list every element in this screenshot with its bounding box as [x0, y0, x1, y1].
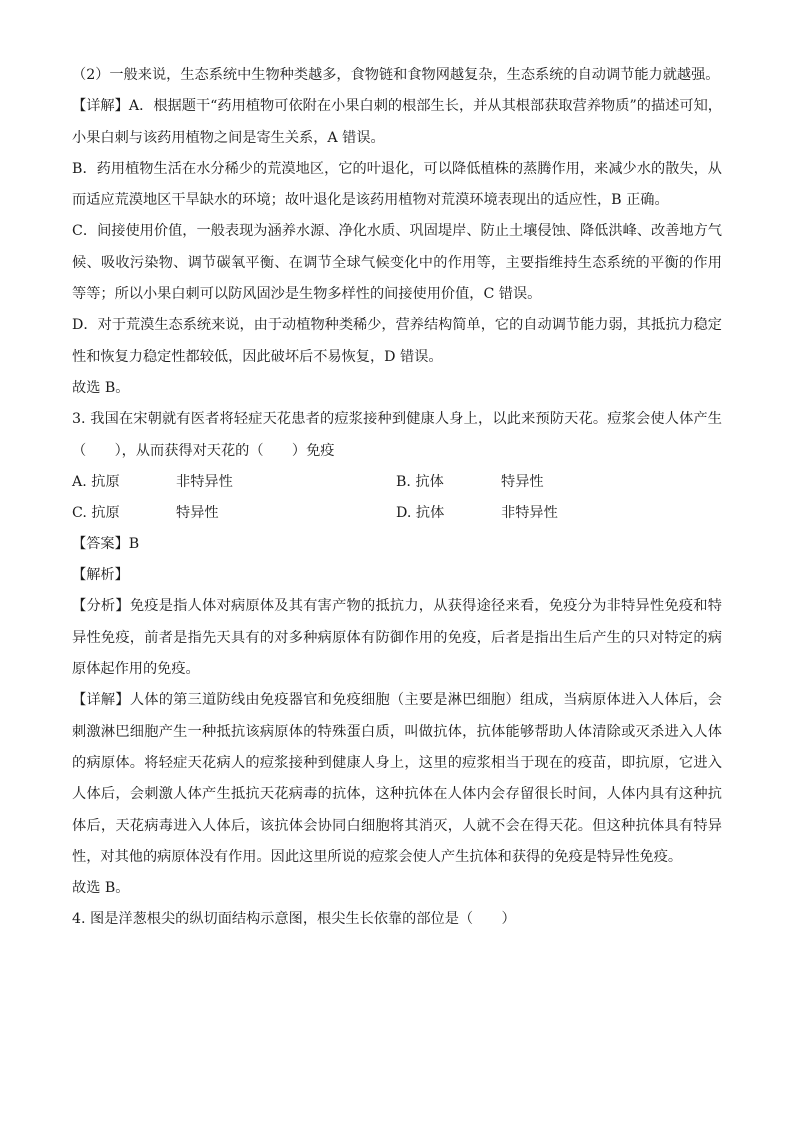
analysis-tag: 【分析】	[72, 598, 130, 615]
option-b	[396, 467, 544, 498]
options-row-cd	[72, 498, 722, 529]
paragraph-detail-a	[72, 91, 722, 154]
analysis-text: 免疫是指人体对病原体及其有害产物的抵抗力，从获得途径来看，免疫分为非特异性免疫和特异性免疫，前者是指先天具有的对多种病原体有防御作用的免疫，后者是指出生后产生的只对特定的病原体起作用的免疫。	[72, 598, 722, 678]
answer-tag: 【答案】	[72, 535, 129, 552]
option-c	[72, 498, 219, 529]
option-c-label: C. 抗原	[72, 504, 120, 521]
question-4: 4. 图是洋葱根尖的纵切面结构示意图，根尖生长依靠的部位是（ ）	[72, 911, 516, 928]
answer-value: B	[128, 535, 140, 552]
paragraph-detail-c: C．间接使用价值，一般表现为涵养水源、净化水质、巩固堤岸、防止土壤侵蚀、降低洪峰、改善地方气候、吸收污染物、调节碳氧平衡、在调节全球气候变化中的作用等，主要指维持生态系统的平衡的作用等等；所以小果白刺可以防风固沙是生物多样性的间接使用价值，C 错误。	[72, 223, 722, 303]
detail-tag: 【详解】	[72, 98, 129, 115]
option-d-label: D. 抗体	[396, 504, 445, 521]
option-b-label: B. 抗体	[396, 473, 444, 490]
answer-line	[72, 529, 722, 560]
paragraph-p1: （2）一般来说，生态系统中生物种类越多，食物链和食物网越复杂，生态系统的自动调节能力就越强。	[72, 67, 720, 83]
option-d	[396, 498, 558, 529]
question-3: 3. 我国在宋朝就有医者将轻症天花患者的痘浆接种到健康人身上，以此来预防天花。痘浆会使人体产生（ ），从而获得对天花的（ ）免疫	[72, 411, 722, 459]
paragraph-detail-d: D．对于荒漠生态系统来说，由于动植物种类稀少，营养结构简单，它的自动调节能力弱，其抵抗力稳定性和恢复力稳定性都较低，因此破坏后不易恢复，D 错误。	[72, 317, 722, 365]
paragraph-detail-q3	[72, 685, 722, 873]
paragraph-detail-b: B．药用植物生活在水分稀少的荒漠地区，它的叶退化，可以降低植株的蒸腾作用，来减少水的散失，从而适应荒漠地区干旱缺水的环境；故叶退化是该药用植物对荒漠环境表现出的适应性，B 正确。	[72, 160, 722, 209]
detail-a-text: A．根据题干“药用植物可依附在小果白刺的根部生长，并从其根部获取营养物质”的描述可知，小果白刺与该药用植物之间是寄生关系，A 错误。	[72, 98, 722, 146]
option-b-term: 特异性	[501, 473, 544, 490]
detail-q3-tag: 【详解】	[72, 692, 130, 709]
paragraph-choose-b-end: 故选 B。	[72, 880, 130, 897]
option-a-term: 非特异性	[176, 473, 233, 490]
option-d-term: 非特异性	[501, 504, 558, 521]
paragraph-choose-b: 故选 B。	[72, 379, 130, 396]
option-a	[72, 467, 233, 498]
options-row-ab	[72, 467, 722, 498]
option-a-label: A. 抗原	[72, 473, 120, 490]
detail-q3-text: 人体的第三道防线由免疫器官和免疫细胞（主要是淋巴细胞）组成，当病原体进入人体后，会刺激淋巴细胞产生一种抵抗该病原体的特殊蛋白质，叫做抗体，抗体能够帮助人体清除或灭杀进入人体的病原体。将轻症天花病人的痘浆接种到健康人身上，这里的痘浆相当于现在的疫苗，即抗原，它进入人体后，会刺激人体产生抵抗天花病毒的抗体，这种抗体在人体内会存留很长时间，人体内具有这种抗体后，天花病毒进入人体后，该抗体会协同白细胞将其消灭，人就不会在得天花。但这种抗体具有特异性，对其他的病原体没有作用。因此这里所说的痘浆会使人产生抗体和获得的免疫是特异性免疫。	[72, 692, 722, 865]
option-c-term: 特异性	[176, 504, 219, 521]
document-page	[72, 60, 722, 936]
paragraph-analysis	[72, 591, 722, 685]
jiexi-heading: 【解析】	[72, 567, 129, 584]
